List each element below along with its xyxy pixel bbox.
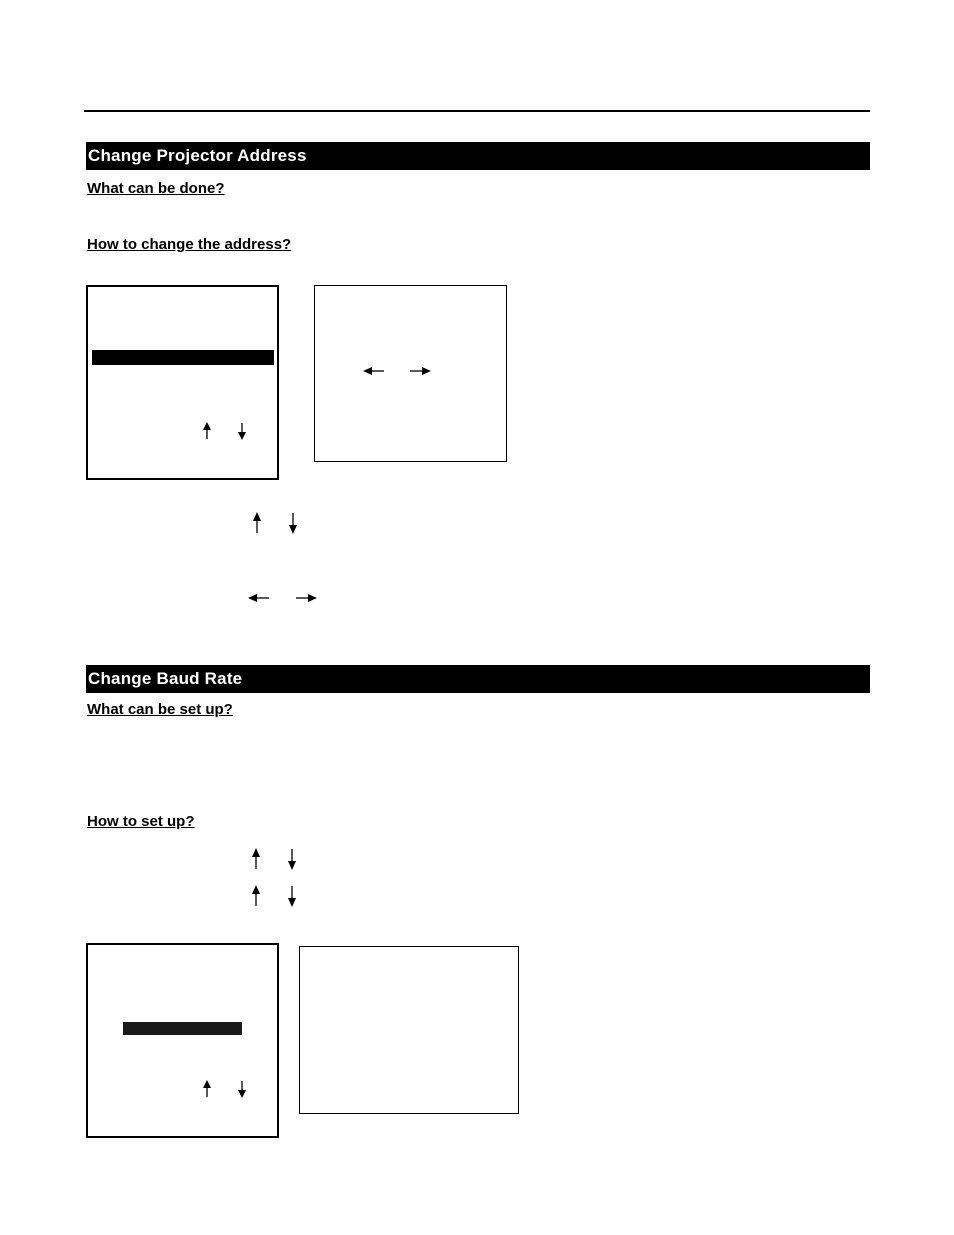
arrow-down-icon (237, 422, 247, 440)
highlight-bar (123, 1022, 242, 1035)
menu-box-baud-rate (86, 943, 279, 1138)
address-entry-box (314, 285, 507, 462)
section-title: Change Baud Rate (88, 669, 243, 688)
arrow-up-icon (252, 512, 262, 534)
arrow-up-icon (251, 848, 261, 870)
arrow-down-icon (237, 1080, 247, 1098)
arrow-up-icon (251, 885, 261, 907)
arrow-right-icon (409, 366, 431, 376)
subhead-what-can-be-done: What can be done? (87, 180, 225, 197)
subhead-how-to-set-up: How to set up? (87, 813, 195, 830)
subhead-what-can-be-set-up: What can be set up? (87, 701, 233, 718)
subhead-how-to-change-address: How to change the address? (87, 236, 292, 253)
section-header-address (86, 142, 870, 170)
menu-box-address (86, 285, 279, 480)
highlight-bar (92, 350, 274, 365)
arrow-right-icon (295, 593, 317, 603)
section-header-baud-rate (86, 665, 870, 693)
top-rule (84, 110, 870, 112)
arrow-up-icon (202, 422, 212, 440)
arrow-down-icon (287, 885, 297, 907)
arrow-down-icon (287, 848, 297, 870)
baud-rate-box (299, 946, 519, 1114)
arrow-up-icon (202, 1080, 212, 1098)
arrow-down-icon (288, 512, 298, 534)
section-title: Change Projector Address (88, 146, 307, 165)
arrow-left-icon (248, 593, 270, 603)
arrow-left-icon (363, 366, 385, 376)
